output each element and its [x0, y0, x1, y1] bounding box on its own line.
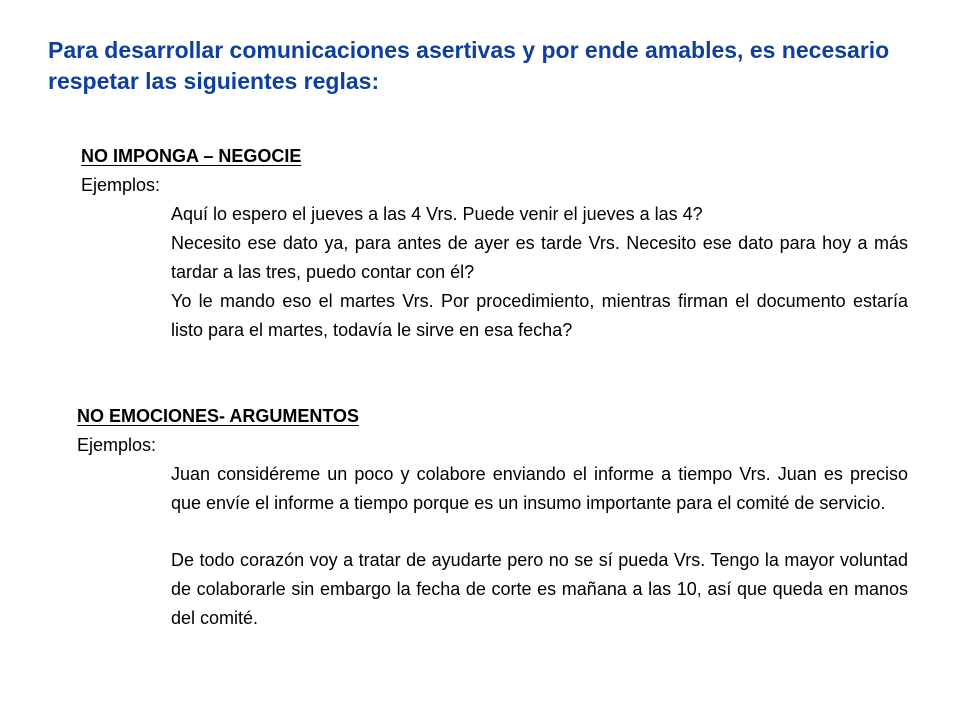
examples-label: Ejemplos: [77, 435, 157, 455]
example-text: Necesito ese dato ya, para antes de ayer es tarde Vrs. Necesito ese dato para hoy a más tardar a las tres, puedo contar con él? [171, 233, 908, 282]
examples-label: Ejemplos: [81, 175, 161, 195]
example-text: De todo corazón voy a tratar de ayudarte pero no se sí pueda Vrs. Tengo la mayor voluntad de colaborarle sin embargo la fecha de corte es mañana a las 10, así que queda en manos del comité. [171, 550, 908, 628]
example-text: Juan considéreme un poco y colabore enviando el informe a tiempo Vrs. Juan es preciso que envíe el informe a tiempo porque es un insumo importante para el comité de servicio. [171, 464, 908, 513]
example-text: Aquí lo espero el jueves a las 4 Vrs. Puede venir el jueves a las 4? [171, 204, 703, 224]
rule-heading: NO IMPONGA – NEGOCIE [81, 146, 302, 166]
rule-section-negociar [81, 142, 301, 200]
example-text: Yo le mando eso el martes Vrs. Por procedimiento, mientras firman el documento estaría listo para el martes, todavía le sirve en esa fecha? [171, 291, 908, 340]
slide-title: Para desarrollar comunicaciones asertivas y por ende amables, es necesario respetar las siguientes reglas: [48, 37, 890, 94]
rule-heading: NO EMOCIONES- ARGUMENTOS [77, 406, 360, 426]
rule-section-argumentos [77, 402, 359, 460]
